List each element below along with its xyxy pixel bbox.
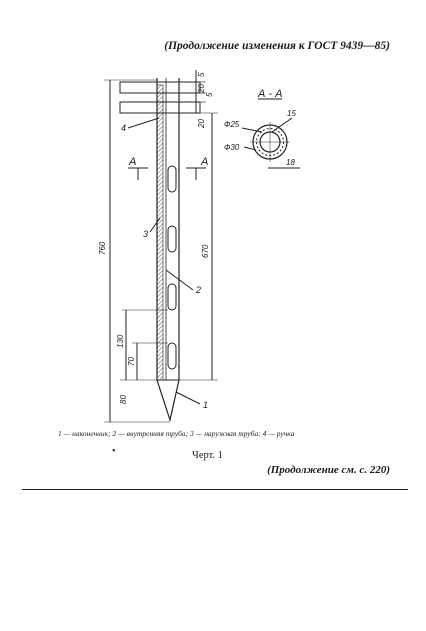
tube-slot-4 [168, 343, 176, 369]
callout-1: 1 [203, 400, 209, 410]
dim-phi30: Ф30 [224, 143, 240, 152]
callout-2: 2 [196, 285, 202, 295]
tube-slot-3 [168, 284, 176, 310]
figure-legend: 1 — наконечник; 2 — внутренняя труба; 3 — наружная труба; 4 — ручка [58, 429, 295, 438]
dim-670: 670 [201, 244, 210, 258]
leader-1 [176, 392, 200, 404]
section-title: А - А [258, 88, 283, 100]
dim-70: 70 [127, 357, 136, 366]
tube-slot-1 [168, 166, 176, 192]
leader-4 [128, 118, 159, 128]
callout-3: 3 [143, 229, 149, 239]
dim-80: 80 [119, 395, 128, 404]
bullet-mark: • [112, 446, 116, 457]
section-marker-left: А [129, 156, 137, 168]
dim-15: 15 [287, 109, 296, 118]
horizontal-rule [22, 489, 408, 490]
dim-20-top: 20 [197, 84, 206, 93]
dim-20-second: 20 [197, 119, 206, 128]
page-footer: (Продолжение см. с. 220) [267, 464, 390, 476]
callout-4: 4 [121, 123, 127, 133]
dim-5-second: 5 [205, 92, 214, 97]
dim-18: 18 [286, 158, 295, 167]
page-header: (Продолжение изменения к ГОСТ 9439—85) [164, 40, 390, 52]
figure-caption: Черт. 1 [192, 450, 223, 461]
inner-tube-hatch [157, 85, 163, 380]
dim-5-top: 5 [197, 72, 206, 77]
tube-slot-2 [168, 226, 176, 252]
section-marker-right: А [201, 156, 209, 168]
dim-phi25: Ф25 [224, 120, 240, 129]
dim-total: 760 [98, 241, 107, 255]
tube-tip [157, 380, 179, 420]
dim-130: 130 [116, 334, 125, 348]
